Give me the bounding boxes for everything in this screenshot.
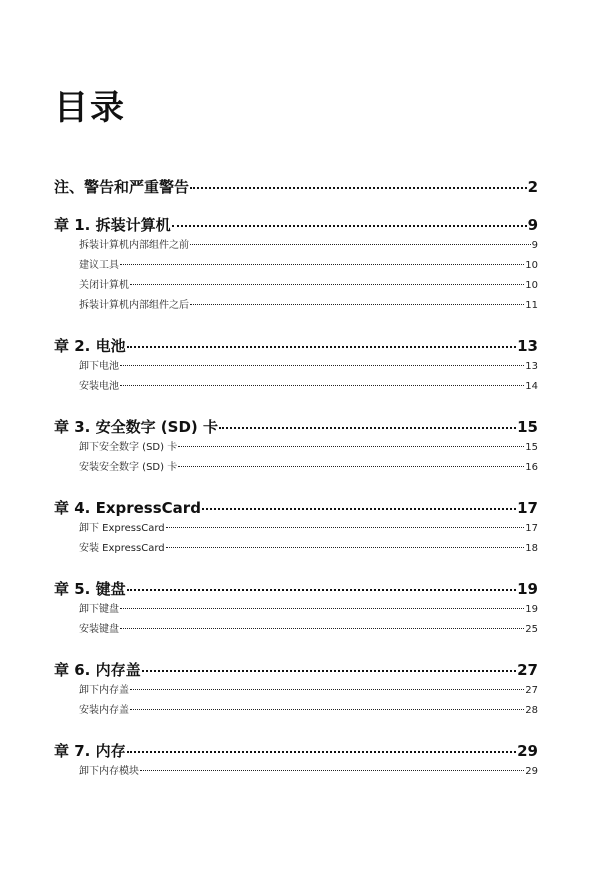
dot-leader (190, 187, 527, 189)
dot-leader (219, 427, 516, 429)
toc-entry[interactable] (54, 458, 538, 478)
dot-leader (190, 304, 524, 305)
dot-leader (127, 589, 517, 591)
toc-entry[interactable] (54, 236, 538, 256)
toc-page-number: 17 (525, 523, 538, 534)
dot-leader (202, 508, 516, 510)
dot-leader (120, 385, 524, 386)
toc-entry-label: 安装键盘 (79, 624, 119, 635)
toc-entry[interactable] (54, 600, 538, 620)
toc-entry[interactable] (54, 539, 538, 559)
toc-entry[interactable] (54, 296, 538, 316)
toc-page-number: 15 (525, 442, 538, 453)
toc-entry[interactable] (54, 519, 538, 539)
toc-page-number: 14 (525, 381, 538, 392)
toc-page-number: 9 (527, 216, 538, 234)
dot-leader (178, 466, 524, 467)
toc-page-number: 29 (517, 742, 538, 760)
toc-chapter-3[interactable] (54, 416, 538, 438)
dot-leader (190, 244, 531, 245)
page-title: 目录 (54, 88, 126, 128)
dot-leader (142, 670, 517, 672)
dot-leader (140, 770, 524, 771)
toc-entry[interactable] (54, 256, 538, 276)
toc-chapter-label: 章 4. ExpressCard (54, 499, 201, 517)
toc-chapter-label: 章 5. 键盘 (54, 580, 126, 598)
toc-entry-label: 卸下内存盖 (79, 685, 129, 696)
toc-entry-label: 关闭计算机 (79, 280, 129, 291)
dot-leader (127, 346, 517, 348)
toc-page-number: 16 (525, 462, 538, 473)
toc-page-number: 19 (525, 604, 538, 615)
toc-warnings-link[interactable] (54, 176, 538, 198)
toc-page-number: 11 (525, 300, 538, 311)
toc-entry-label: 安装内存盖 (79, 705, 129, 716)
dot-leader (172, 225, 527, 227)
toc-entry-label: 安装安全数字 (SD) 卡 (79, 462, 178, 473)
toc-entry-label: 卸下键盘 (79, 604, 119, 615)
toc-page-number: 13 (525, 361, 538, 372)
toc-page-number: 17 (517, 499, 538, 517)
toc-entry-label: 安装电池 (79, 381, 119, 392)
dot-leader (166, 547, 525, 548)
toc-chapter-label: 章 6. 内存盖 (54, 661, 141, 679)
toc-chapter-7[interactable] (54, 740, 538, 762)
toc-page-number: 19 (517, 580, 538, 598)
dot-leader (130, 284, 524, 285)
toc-page-number: 27 (517, 661, 538, 679)
toc-entry-label: 安装 ExpressCard (79, 543, 165, 554)
dot-leader (130, 689, 524, 690)
toc-entry[interactable] (54, 701, 538, 721)
toc-page-number: 29 (525, 766, 538, 777)
toc-chapter-label: 注、警告和严重警告 (54, 178, 190, 196)
dot-leader (178, 446, 524, 447)
toc-entry-label: 卸下电池 (79, 361, 119, 372)
toc-page-number: 9 (531, 240, 538, 251)
toc-entry[interactable] (54, 377, 538, 397)
toc-page-number: 15 (517, 418, 538, 436)
toc-chapter-1[interactable] (54, 214, 538, 236)
toc-entry[interactable] (54, 276, 538, 296)
dot-leader (120, 628, 524, 629)
dot-leader (127, 751, 517, 753)
toc-chapter-label: 章 1. 拆装计算机 (54, 216, 171, 234)
toc-chapter-6[interactable] (54, 659, 538, 681)
dot-leader (120, 365, 524, 366)
dot-leader (130, 709, 524, 710)
toc-entry-label: 卸下 ExpressCard (79, 523, 165, 534)
toc-page-number: 10 (525, 280, 538, 291)
toc-page-number: 2 (527, 178, 538, 196)
toc-entry[interactable] (54, 620, 538, 640)
toc-page-number: 25 (525, 624, 538, 635)
toc-entry-label: 卸下安全数字 (SD) 卡 (79, 442, 178, 453)
toc-entry-label: 拆装计算机内部组件之前 (79, 240, 189, 251)
toc-chapter-label: 章 3. 安全数字 (SD) 卡 (54, 418, 218, 436)
toc-entry-label: 建议工具 (79, 260, 119, 271)
toc-entry[interactable] (54, 438, 538, 458)
toc-chapter-2[interactable] (54, 335, 538, 357)
toc-chapter-label: 章 7. 内存 (54, 742, 126, 760)
toc-page-number: 27 (525, 685, 538, 696)
toc-chapter-5[interactable] (54, 578, 538, 600)
toc-chapter-4[interactable] (54, 497, 538, 519)
toc-entry-label: 拆装计算机内部组件之后 (79, 300, 189, 311)
toc-chapter-label: 章 2. 电池 (54, 337, 126, 355)
toc-entry-label: 卸下内存模块 (79, 766, 139, 777)
dot-leader (120, 608, 524, 609)
toc-entry[interactable] (54, 357, 538, 377)
toc-page-number: 18 (525, 543, 538, 554)
toc-entry[interactable] (54, 762, 538, 782)
dot-leader (166, 527, 525, 528)
toc-page-number: 28 (525, 705, 538, 716)
table-of-contents (54, 176, 538, 782)
toc-page-number: 10 (525, 260, 538, 271)
toc-entry[interactable] (54, 681, 538, 701)
dot-leader (120, 264, 524, 265)
toc-page-number: 13 (517, 337, 538, 355)
